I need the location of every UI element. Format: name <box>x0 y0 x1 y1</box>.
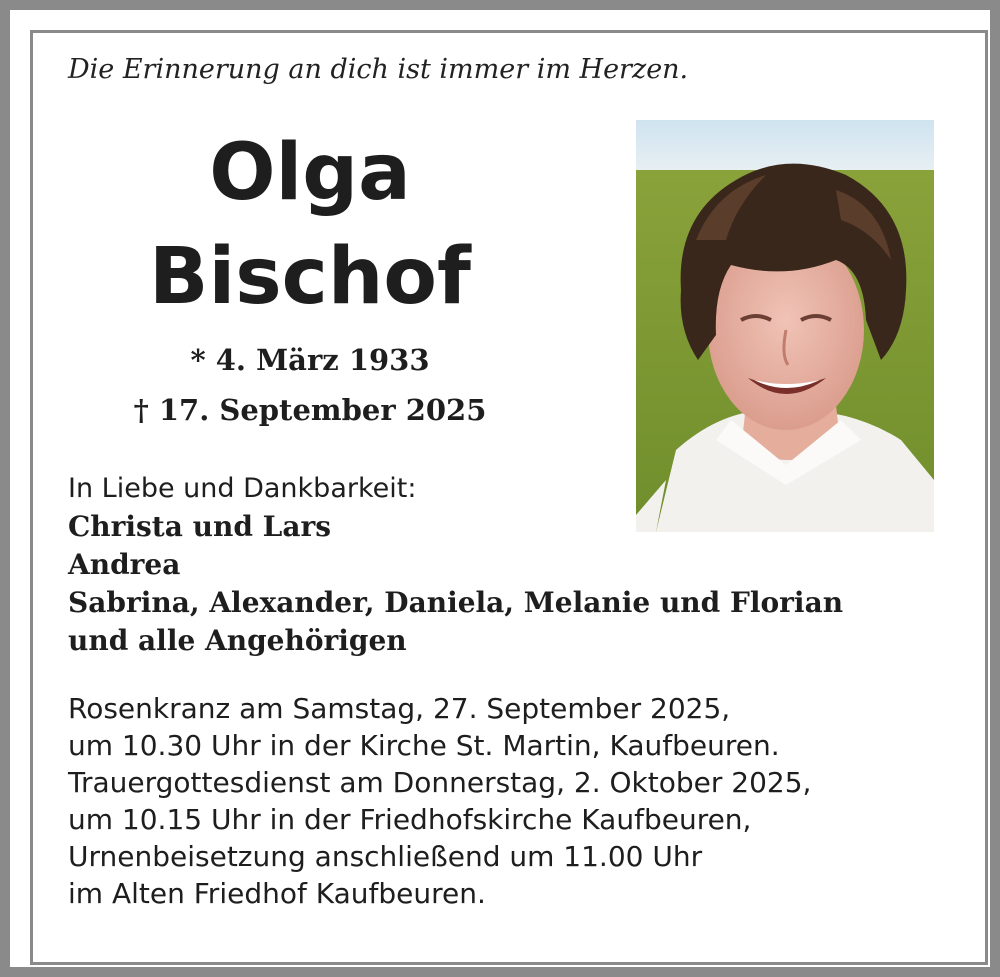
death-date: † 17. September 2025 <box>133 393 487 427</box>
family-block <box>68 470 843 660</box>
service-line: im Alten Friedhof Kaufbeuren. <box>68 877 486 910</box>
family-line: Christa und Lars <box>68 510 332 543</box>
service-line: Urnenbeisetzung anschließend um 11.00 Uhr <box>68 840 703 873</box>
family-intro: In Liebe und Dankbarkeit: <box>68 473 417 504</box>
service-line: Trauergottesdienst am Donnerstag, 2. Oktober 2025, <box>68 766 812 799</box>
service-block <box>68 690 811 912</box>
family-line: Sabrina, Alexander, Daniela, Melanie und Florian <box>68 586 844 619</box>
family-line: und alle Angehörigen <box>68 624 407 657</box>
service-line: Rosenkranz am Samstag, 27. September 2025, <box>68 692 731 725</box>
last-name: Bischof <box>149 232 471 322</box>
birth-date: * 4. März 1933 <box>190 343 430 377</box>
family-line: Andrea <box>68 548 181 581</box>
service-line: um 10.30 Uhr in der Kirche St. Martin, Kaufbeuren. <box>68 729 780 762</box>
first-name: Olga <box>209 128 411 218</box>
motto-text: Die Erinnerung an dich ist immer im Herzen. <box>68 54 689 85</box>
service-line: um 10.15 Uhr in der Friedhofskirche Kaufbeuren, <box>68 803 752 836</box>
